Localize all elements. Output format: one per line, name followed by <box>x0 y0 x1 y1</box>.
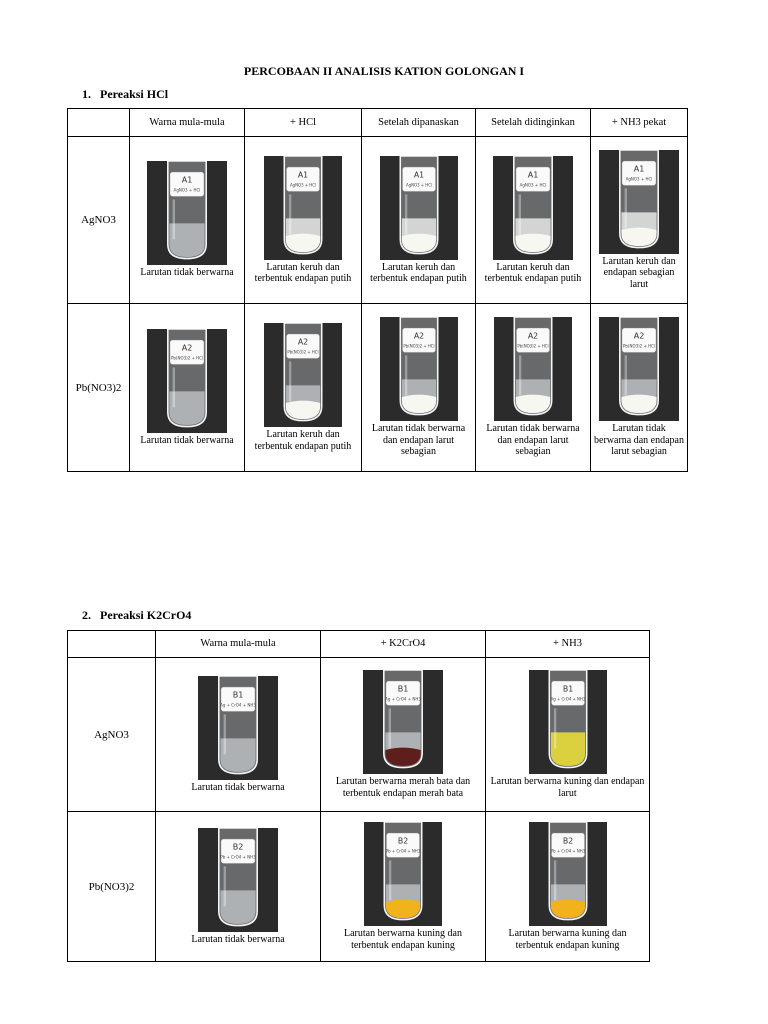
tube-formula-text: Ag + CrO4 + NH3 <box>220 702 256 708</box>
test-tube-drawing <box>147 329 227 433</box>
result-cell <box>362 137 476 304</box>
tube-precipitate <box>401 233 435 251</box>
observation-caption: Larutan berwarna merah bata dan terbentuk endapan merah bata <box>335 776 471 799</box>
result-cell <box>362 304 476 472</box>
tube-precipitate <box>516 395 550 413</box>
table-corner <box>68 109 130 137</box>
test-tube-photo <box>529 670 607 774</box>
result-cell <box>321 658 486 812</box>
observation-caption: Larutan tidak berwarna dan endapan larut sebagian <box>594 423 684 458</box>
table-row <box>68 304 688 472</box>
tube-formula-text: AgNO3 + HCl <box>289 181 317 187</box>
test-tube-drawing <box>264 323 342 427</box>
test-tube-drawing <box>147 161 227 265</box>
test-tube-drawing <box>599 150 679 254</box>
section-2-number: 2. <box>82 608 91 622</box>
test-tube-photo <box>380 317 458 421</box>
tube-formula-text: Pb + CrO4 + NH3 <box>550 848 585 854</box>
column-header: Warna mula-mula <box>156 631 321 658</box>
tube-label-text: B1 <box>232 690 244 700</box>
tube-label-text: A1 <box>297 170 309 180</box>
result-cell <box>245 137 362 304</box>
test-tube-photo <box>264 323 342 427</box>
result-cell <box>476 137 591 304</box>
hcl-results-table <box>67 108 688 472</box>
test-tube-photo <box>198 828 278 932</box>
table-row <box>68 137 688 304</box>
test-tube-drawing <box>364 822 442 926</box>
tube-precipitate <box>385 748 420 766</box>
observation-caption: Larutan keruh dan terbentuk endapan putih <box>370 261 467 284</box>
tube-label-text: A2 <box>633 331 645 341</box>
tube-formula-text: Pb + CrO4 + NH3 <box>220 854 256 860</box>
section-2-heading <box>82 608 191 623</box>
result-cell <box>245 304 362 472</box>
table-row <box>68 812 650 962</box>
result-cell <box>486 658 650 812</box>
observation-caption: Larutan tidak berwarna <box>140 267 234 279</box>
tube-label-text: A2 <box>527 331 539 341</box>
result-cell <box>130 304 245 472</box>
test-tube-drawing <box>529 822 607 926</box>
tube-label-text: B2 <box>232 842 244 852</box>
row-label: Pb(NO3)2 <box>68 304 130 472</box>
tube-label-text: B1 <box>562 684 573 694</box>
test-tube-photo <box>493 156 573 260</box>
observation-caption: Larutan keruh dan endapan sebagian larut <box>602 255 676 290</box>
result-cell <box>476 304 591 472</box>
tube-formula-text: Pb(NO3)2 + HCl <box>402 343 435 349</box>
test-tube-drawing <box>529 670 607 774</box>
tube-formula-text: Ag + CrO4 + NH3 <box>550 696 585 702</box>
table-corner <box>68 631 156 658</box>
column-header: + K2CrO4 <box>321 631 486 658</box>
test-tube-photo <box>494 317 572 421</box>
observation-caption: Larutan keruh dan terbentuk endapan putih <box>254 429 352 452</box>
tube-label-text: A1 <box>181 175 193 185</box>
tube-label-text: A2 <box>297 337 309 347</box>
test-tube-photo <box>529 822 607 926</box>
tube-precipitate <box>621 395 656 413</box>
section-1-number: 1. <box>82 87 91 101</box>
result-cell <box>591 304 688 472</box>
observation-caption: Larutan berwarna kuning dan endapan larut <box>490 776 645 799</box>
observation-caption: Larutan berwarna kuning dan terbentuk endapan kuning <box>508 928 627 951</box>
tube-formula-text: Pb(NO3)2 + HCl <box>170 355 204 361</box>
test-tube-photo <box>147 161 227 265</box>
test-tube-drawing <box>264 156 342 260</box>
tube-label-text: B2 <box>397 836 409 846</box>
test-tube-drawing <box>599 317 679 421</box>
tube-precipitate <box>550 900 584 918</box>
row-label: AgNO3 <box>68 137 130 304</box>
section-1-heading <box>82 87 168 102</box>
row-label: AgNO3 <box>68 658 156 812</box>
column-header: + HCl <box>245 109 362 137</box>
test-tube-drawing <box>380 156 458 260</box>
observation-caption: Larutan keruh dan terbentuk endapan putih <box>484 261 582 284</box>
row-label: Pb(NO3)2 <box>68 812 156 962</box>
tube-label-text: B1 <box>397 684 409 694</box>
test-tube-drawing <box>198 828 278 932</box>
tube-precipitate <box>401 395 435 413</box>
k2cro4-results-table <box>67 630 650 962</box>
test-tube-photo <box>264 156 342 260</box>
result-cell <box>591 137 688 304</box>
result-cell <box>130 137 245 304</box>
tube-formula-text: Pb(NO3)2 + HCl <box>517 343 549 349</box>
tube-label-text: A2 <box>413 331 424 341</box>
test-tube-drawing <box>493 156 573 260</box>
column-header: Setelah didinginkan <box>476 109 591 137</box>
observation-caption: Larutan keruh dan terbentuk endapan putih <box>254 261 352 284</box>
column-header: + NH3 pekat <box>591 109 688 137</box>
result-cell <box>156 812 321 962</box>
test-tube-drawing <box>363 670 443 774</box>
test-tube-photo <box>147 329 227 433</box>
test-tube-photo <box>198 676 278 780</box>
result-cell <box>321 812 486 962</box>
test-tube-photo <box>599 150 679 254</box>
tube-label-text: B2 <box>562 836 573 846</box>
tube-precipitate <box>286 401 320 419</box>
observation-caption: Larutan berwarna kuning dan terbentuk endapan kuning <box>343 928 462 951</box>
result-cell <box>486 812 650 962</box>
tube-precipitate <box>515 233 550 251</box>
tube-precipitate <box>286 233 320 251</box>
tube-label-text: A1 <box>633 164 645 174</box>
tube-formula-text: Pb + CrO4 + NH3 <box>385 848 421 854</box>
tube-label-text: A1 <box>413 170 424 180</box>
tube-formula-text: AgNO3 + HCl <box>173 187 201 193</box>
observation-caption: Larutan tidak berwarna dan endapan larut sebagian <box>371 423 466 458</box>
tube-precipitate <box>386 900 420 918</box>
column-header: Setelah dipanaskan <box>362 109 476 137</box>
tube-formula-text: AgNO3 + HCl <box>625 176 653 182</box>
result-cell <box>156 658 321 812</box>
observation-caption: Larutan tidak berwarna <box>191 781 285 793</box>
tube-label-text: A2 <box>181 343 193 353</box>
table-row <box>68 658 650 812</box>
test-tube-photo <box>363 670 443 774</box>
observation-caption: Larutan tidak berwarna dan endapan larut sebagian <box>486 423 580 458</box>
observation-caption: Larutan tidak berwarna <box>191 933 285 945</box>
tube-precipitate <box>621 227 656 245</box>
test-tube-drawing <box>198 676 278 780</box>
section-2-title: Pereaksi K2CrO4 <box>100 608 192 622</box>
column-header: + NH3 <box>486 631 650 658</box>
document-title: PERCOBAAN II ANALISIS KATION GOLONGAN I <box>243 64 525 78</box>
tube-formula-text: Ag + CrO4 + NH3 <box>385 696 421 702</box>
test-tube-drawing <box>380 317 458 421</box>
test-tube-photo <box>380 156 458 260</box>
tube-formula-text: AgNO3 + HCl <box>519 181 547 187</box>
test-tube-photo <box>599 317 679 421</box>
column-header: Warna mula-mula <box>130 109 245 137</box>
tube-formula-text: Pb(NO3)2 + HCl <box>287 349 319 355</box>
tube-formula-text: Pb(NO3)2 + HCl <box>622 343 656 349</box>
test-tube-photo <box>364 822 442 926</box>
tube-formula-text: AgNO3 + HCl <box>405 181 432 187</box>
observation-caption: Larutan tidak berwarna <box>140 434 234 446</box>
tube-label-text: A1 <box>527 170 539 180</box>
test-tube-drawing <box>494 317 572 421</box>
section-1-title: Pereaksi HCl <box>100 87 169 101</box>
